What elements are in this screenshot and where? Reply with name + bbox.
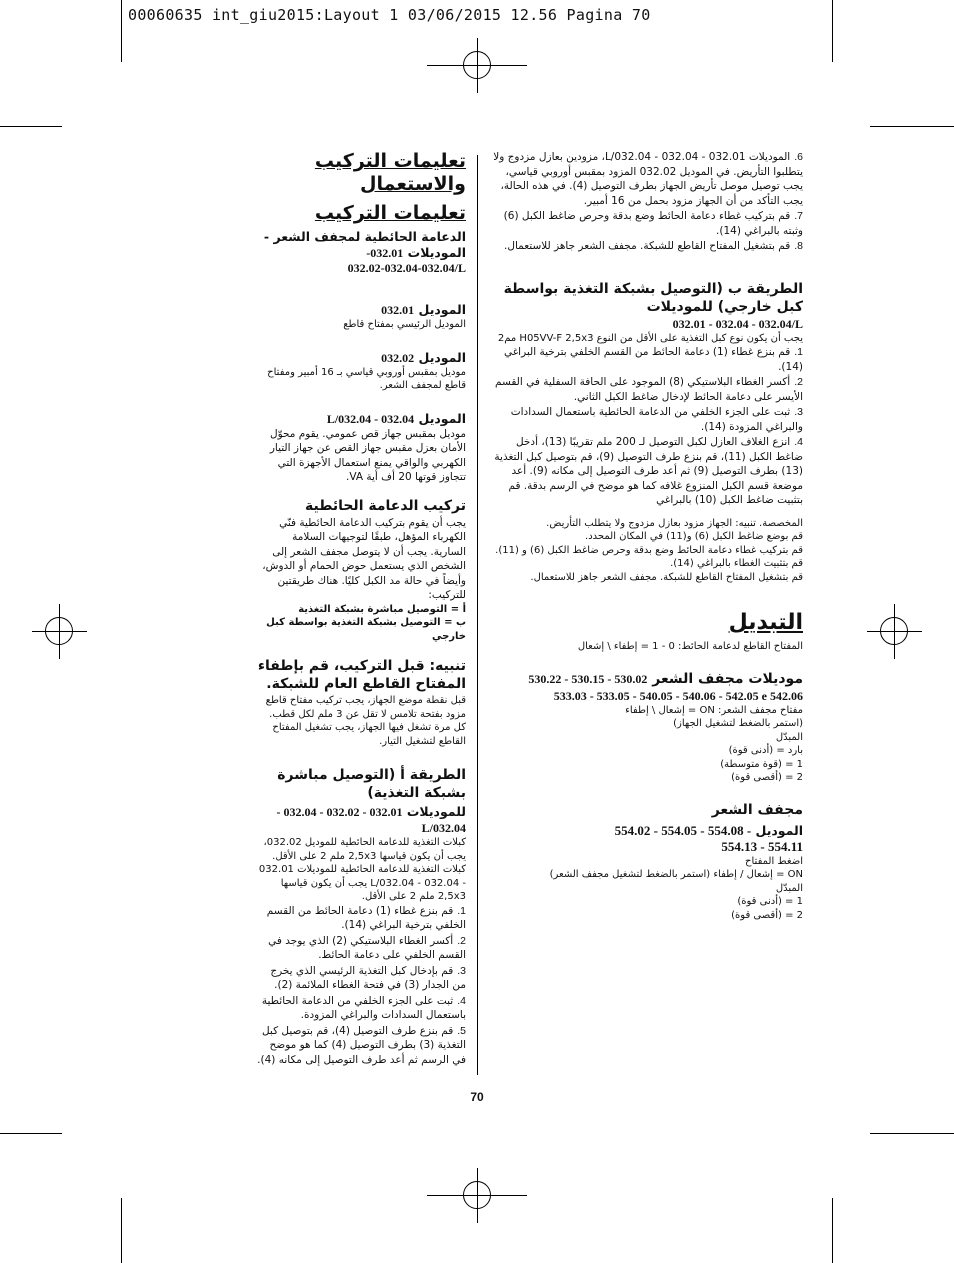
crop-mark [121,1198,122,1263]
wall-text: يجب أن يقوم بتركيب الدعامة الحائطية فنّي الكهرباء المؤهل، طبقًا لتوجيهات السلامة السارية. يجب أن لا يتوصل مجفف الشعر إلى الشخص الذي يستعمل حوض الحمام أو الدوش، وأيضاً في حالة مد الكبل كليًا. هناك طريقتين للتركيب: [262,516,466,601]
dryer-line: مفتاح مجفف الشعر: ON = إشعال \ إطفاء [625,704,803,716]
dryer2-line: المبدّل [775,882,803,894]
method-a-steps [255,904,466,1068]
list-item: 2.أكسر الغطاء البلاستيكي (8) الموجود على الحافة السفلية في القسم الأيسر على دعامة الحائط لإدخال ضاغط الكبل الثاني. [495,376,803,403]
dryer2-line: ON = إشعال / إطفاء (استمر بالضغط لتشغيل مجفف الشعر) [549,869,803,880]
support-codes: 032.02-032.04-032.04/L [347,261,466,275]
list-item: 4.انزع الغلاف العازل لكبل التوصيل لـ 200 ملم تقريبًا (13)، أدخل ضاغط الكبل (11)، قم بنزع طرف التوصيل (9)، قم بتوصيل كبل التغذية (13) بطرف التوصيل (9) ثم أعد طرف التوصيل إلى مكانه (9). أعد موضعة قسم الكبل المنزوع غلافه كما هو موضح في الرسم بدقة. قم بتثبيت ضاغط الكبل (10) بالبراغي [494,436,803,506]
dryer-line: المبدّل [775,731,803,743]
method-b-p1: يجب أن يكون نوع كبل التغذية على الأقل من النوع H05VV-F 2,5x3 مم2 [497,332,803,344]
model3-heading: الموديل 032.04 - 032.04/L [326,410,466,426]
method-b-line: ب = التوصيل بشبكة التغذية بواسطة كبل خارجي [266,617,466,642]
crop-mark [0,126,62,127]
warning-text: قبل نقطة موضع الجهاز، يجب تركيب مفتاح قاطع مزود بفتحة تلامس لا تقل عن 3 ملم لكل قطب. كل مرة تشغل فيها الجهاز، يجب تشغيل المفتاح القاطع لتشغيل التيار. [265,695,466,747]
crop-mark [870,1133,954,1134]
dryer2-line: 1 = (أدنى قوة) [737,896,803,907]
dryer-line: بارد = (أدنى قوة) [728,745,803,756]
method-a-line: أ = التوصيل مباشرة بشبكة التغذية [298,603,466,615]
switch-text: المفتاح القاطع لدعامة الحائط: 0 - 1 = إطفاء \ إشعال [577,641,803,652]
method-a-p2: كبلات التغذية للدعامة الحائطية للموديلات 032.01 - 032.04 - 032.04/L يجب أن يكون قياسها 2,5x3 ملم 2 على الأقل. [258,864,466,902]
dryer-models-codes: 533.03 - 533.05 - 540.05 - 540.06 - 542.05 e 542.06 [553,688,803,703]
dryer-model-codes: 554.13 - 554.11 [721,838,803,854]
crop-mark [0,1133,62,1134]
list-item: 3.قم بإدخال كبل التغذية الرئيسي الذي يخرج من الجدار (3) في فتحة الغطاء الملائمة (2). [270,964,466,991]
dryer-line: (استمر بالضغط لتشغيل الجهاز) [673,718,803,729]
list-item: 1.قم بنزع غطاء (1) دعامة الحائط من القسم الخلفي بترخية البراغي (14). [503,346,803,373]
method-b-extra: المخصصة. تنبيه: الجهاز مزود بعازل مزدوج ولا يتطلب التأريض. [546,517,803,529]
method-a-title: الطريقة أ (التوصيل مباشرة بشبكة التغذية) [277,767,466,801]
method-b-extra: قم بتركيب غطاء دعامة الحائط وضع بدقة وحرص ضاغط الكبل (6) و (11). [495,544,803,556]
model1-heading: الموديل 032.01 [381,302,466,317]
crop-mark [832,0,833,62]
wall-title: تركيب الدعامة الحائطية [304,497,466,514]
title-install: تعليمات التركيب [314,202,466,224]
continued-steps [487,150,803,254]
support-subtitle: الدعامة الحائطية لمجفف الشعر - الموديلات 032.01- [263,229,466,260]
list-item: 6.الموديلات 032.01 - 032.04 - 032.04/L، مزودين بعازل مزدوج ولا يتطلبوا التأريض. في الموديل 032.02 المزود بمقبس أوروبي قياسي، يجب توصيل موصل تأريض الجهاز بطرف التوصيل (4). في هذه الحالة، يجب التأكد من أن الجهاز مزود بحمل من 16 أمبير. [493,151,803,207]
crop-mark [870,126,954,127]
dryer2-line: اضغط المفتاح [745,855,803,867]
warning-title: تنبيه: قبل التركيب، قم بإطفاء المفتاح القاطع العام للشبكة. [257,658,466,692]
crop-mark [832,1198,833,1263]
page-number: 70 [470,1090,484,1104]
list-item: 4.ثبت على الجزء الخلفي من الدعامة الحائطية باستعمال السدادات والبراغي المزودة. [261,994,466,1021]
right-column [255,150,466,1068]
method-b-extra: قم بتثبيت الغطاء بالبراغي (14). [670,558,803,569]
model3-text: موديل بمقبس جهاز قص عمومي. يقوم محوّل الأمان بعزل مقبس جهاز القص عن جهاز التيار الكهربي والواقي يمنع استعمال الأجهزة التي تتجاوز قوتها 20 أف أية VA. [269,427,466,483]
model2-text: موديل بمقبس أوروبي قياسي بـ 16 أمبير ومفتاح قاطع لمجفف الشعر. [267,366,466,391]
dryer2-line: 2 = (أقصى قوة) [731,909,803,921]
method-b-extra: قم بتشغيل المفتاح القاطع للشبكة. مجفف الشعر جاهز للاستعمال. [530,571,803,583]
print-header: 00060635 int_giu2015:Layout 1 03/06/2015 12.56 Pagina 70 [128,6,651,24]
method-b-extra: قم بوضع ضاغط الكبل (6) و(11) في المكان المحدد. [585,531,803,542]
dryer-model-heading: الموديل - 554.08 - 554.05 - 554.02 [614,822,803,838]
column-divider [477,155,478,1075]
dryer-line: 1 = (قوة متوسطة) [720,758,803,770]
crop-mark [121,0,122,62]
list-item: 7.قم بتركيب غطاء دعامة الحائط وضع بدقة وحرص ضاغط الكبل (6) وثبته بالبراغي (14). [503,210,803,237]
dryer-line: 2 = (أقصى قوة) [731,772,803,783]
switch-title: التبديل [728,610,803,635]
model2-heading: الموديل 032.02 [381,349,466,365]
dryer-models-title: موديلات مجفف الشعر 530.02 - 530.15 - 530.22 [528,670,803,687]
list-item: 8.قم بتشغيل المفتاح القاطع للشبكة. مجفف الشعر جاهز للاستعمال. [504,240,803,252]
title-main: تعليمات التركيب والاستعمال [314,150,466,195]
method-b-title: الطريقة ب (التوصيل بشبكة التغذية بواسطة كبل خارجي) للموديلات [503,280,803,315]
method-b-steps [487,345,803,508]
method-a-p1: كبلات التغذية للدعامة الحائطية للموديل 032.02، يجب أن يكون قياسها 2,5x3 ملم 2 على الأقل. [263,837,466,862]
list-item: 2.أكسر الغطاء البلاستيكي (2) الذي يوجد في القسم الخلفي على دعامة الحائط. [268,934,466,961]
model1-text: الموديل الرئيسي بمفتاح قاطع [343,319,466,330]
list-item: 5.قم بنزع طرف التوصيل (4)، قم بتوصيل كبل التغذية (3) بطرف التوصيل (4) كما هو موضح في الرسم ثم أعد طرف التوصيل إلى مكانه (4). [257,1024,466,1066]
left-column [487,150,803,922]
method-a-sub: للموديلات 032.01 - 032.02 - 032.04 - 032.04/L [276,804,466,835]
list-item: 1.قم بنزع غطاء (1) دعامة الحائط من القسم الخلفي بترخية البراغي (14). [266,904,466,931]
method-b-codes: 032.01 - 032.04 - 032.04/L [672,316,803,331]
dryer-title: مجفف الشعر [711,801,803,818]
list-item: 3.ثبت على الجزء الخلفي من الدعامة الحائطية باستعمال السدادات والبراغي المزودة (14). [510,406,803,433]
